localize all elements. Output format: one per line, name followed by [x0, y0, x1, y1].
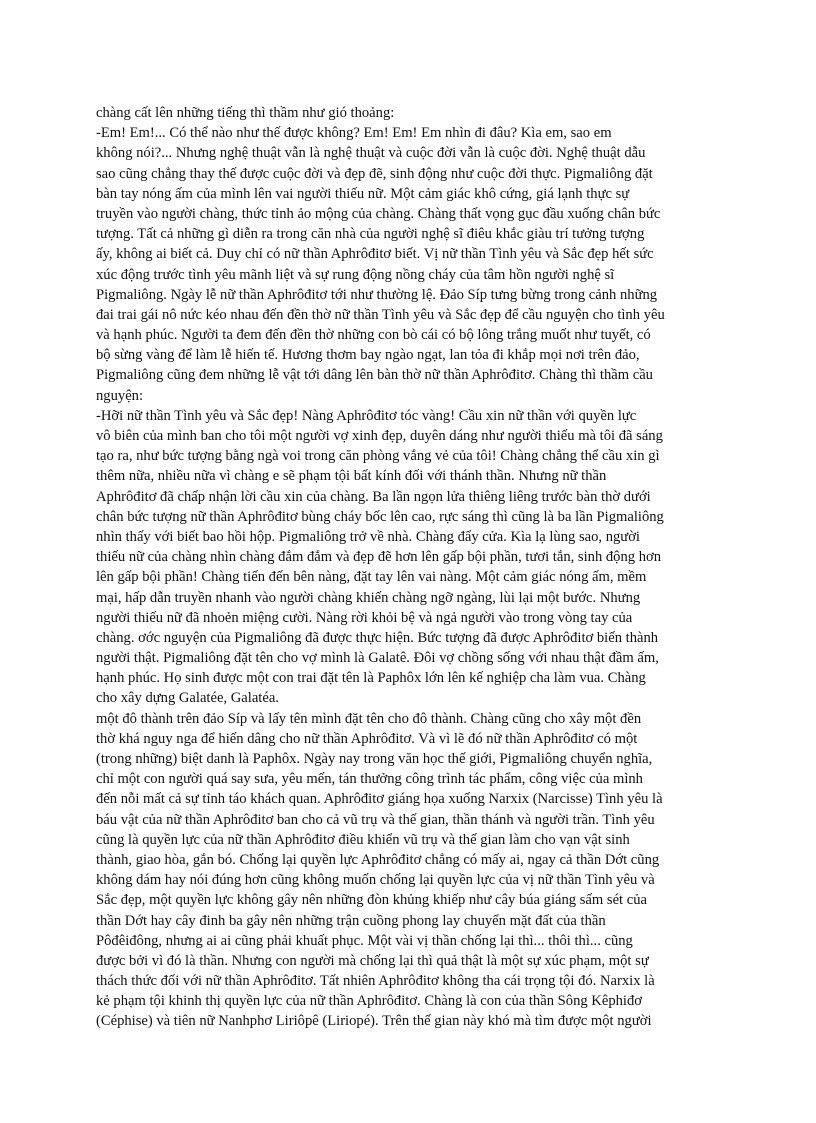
text-line: không dám hay nói đúng hơn cũng không muốn chống lại quyền lực của vị nữ thần Tình yêu và [96, 872, 655, 889]
text-line: kẻ phạm tội khinh thị quyền lực của nữ thần Aphrôđitơ. Chàng là con của thần Sông Kêphiđơ [96, 993, 642, 1010]
body-text [96, 103, 736, 1032]
text-line: Aphrôđitơ đã chấp nhận lời cầu xin của chàng. Ba lần ngọn lửa thiêng liêng trước bàn thờ dưới [96, 488, 651, 505]
text-line: được bởi vì đó là thần. Nhưng con người mà chống lại thì quả thật là một sự xúc phạm, một sự [96, 952, 649, 969]
text-line: thiếu nữ của chàng nhìn chàng đắm đắm và đẹp đẽ hơn lên gấp bội phần, tươi tắn, sinh động hơn [96, 549, 662, 566]
text-line: đến nỗi mất cả sự tỉnh táo khách quan. Aphrôđitơ giáng họa xuống Narxix (Narcisse) Tình yêu là [96, 791, 663, 808]
text-line: Sắc đẹp, một quyền lực không gây nên những đòn khủng khiếp như cây búa giáng sấm sét của [96, 892, 648, 909]
text-line: chàng cất lên những tiếng thì thầm như gió thoảng: [96, 105, 395, 121]
text-line: lên gấp bội phần! Chàng tiến đến bên nàng, đặt tay lên vai nàng. Một cảm giác nóng ấm, mềm [96, 569, 647, 586]
text-line: báu vật của nữ thần Aphrôđitơ ban cho cả vũ trụ và thế gian, thần thánh và người trần. Tình yêu [96, 811, 655, 828]
text-line: (trong những) biệt danh là Paphôx. Ngày nay trong văn học thế giới, Pigmaliông chuyển nghĩa, [96, 751, 653, 767]
text-line: Pigmaliông cũng đem những lễ vật tới dâng lên bàn thờ nữ thần Aphrôđitơ. Chàng thì thầm cầu [96, 367, 653, 384]
text-line: mại, hấp dẫn truyền nhanh vào người chàng khiến chàng ngỡ ngàng, lùi lại một bước. Nhưng [96, 589, 641, 606]
text-line: (Céphise) và tiên nữ Nanhphơ Liriôpê (Liriopé). Trên thế gian này khó mà tìm được một người [96, 1013, 652, 1030]
text-line: Pôđêiđông, nhưng ai ai cũng phải khuất phục. Một vài vị thần chống lại thì... thôi thì... cũng [96, 932, 633, 949]
text-line: thờ khá nguy nga để hiến dâng cho nữ thần Aphrôđitơ. Và vì lẽ đó nữ thần Aphrôđitơ có một [96, 730, 638, 747]
text-line: chân bức tượng nữ thần Aphrôđitơ bùng cháy bốc lên cao, rực sáng thì cũng là ba lần Pigmaliông [96, 508, 664, 525]
text-line: thành, giao hòa, gắn bó. Chống lại quyền lực Aphrôđitơ chẳng có mấy ai, ngay cả thần Dớt cũng [96, 851, 660, 868]
text-line: tạo ra, như bức tượng bằng ngà voi trong căn phòng vắng vẻ của tôi! Chàng chẳng thể cầu xin gì [96, 448, 660, 465]
text-line: chỉ một con người quá say sưa, yêu mến, tán thưởng công trình tác phẩm, công việc của mình [96, 771, 643, 788]
text-line: người thiếu nữ đã nhoẻn miệng cười. Nàng rời khỏi bệ và ngả người vào trong vòng tay của [96, 609, 633, 626]
text-line: và hạnh phúc. Người ta đem đến đền thờ những con bò cái có bộ lông trắng muốt như tuyết, có [96, 327, 651, 344]
text-line: xúc động trước tình yêu mãnh liệt và sự rung động nồng cháy của tâm hồn người nghệ sĩ [96, 266, 615, 283]
text-line: cho xây dựng Galatée, Galatéa. [96, 690, 279, 707]
text-line: bộ sừng vàng để làm lễ hiến tế. Hương thơm bay ngào ngạt, lan tỏa đi khắp mọi nơi trên đảo, [96, 347, 640, 364]
text-line: Pigmaliông. Ngày lễ nữ thần Aphrôđitơ tới như thường lệ. Đảo Síp tưng bừng trong cảnh những [96, 286, 658, 303]
text-line: thách thức đối với nữ thần Aphrôđitơ. Tất nhiên Aphrôđitơ không tha cái trọng tội đó. Narxix là [96, 973, 655, 990]
text-line: người thật. Pigmaliông đặt tên cho vợ mình là Galatê. Đôi vợ chồng sống với nhau thật đầm ấm, [96, 650, 659, 667]
text-line: -Hỡi nữ thần Tình yêu và Sắc đẹp! Nàng Aphrôđitơ tóc vàng! Cầu xin nữ thần với quyền lực [96, 407, 637, 424]
text-line: ấy, không ai biết cả. Duy chỉ có nữ thần Aphrôđitơ biết. Vị nữ thần Tình yêu và Sắc đẹp hết sức [96, 246, 654, 263]
text-line: bàn tay nóng ấm của mình lên vai người thiếu nữ. Một cảm giác khô cứng, giá lạnh thực sự [96, 185, 630, 202]
text-line: không nói?... Nhưng nghệ thuật vẫn là nghệ thuật và cuộc đời vẫn là cuộc đời. Nghệ thuật dẫu [96, 145, 646, 162]
text-line: tượng. Tất cả những gì diễn ra trong căn nhà của người nghệ sĩ điêu khắc giàu trí tưởng tượng [96, 226, 645, 243]
text-line: truyền vào người chàng, thức tỉnh ảo mộng của chàng. Chàng thất vọng gục đầu xuống chân bức [96, 205, 661, 222]
text-line: vô biên của mình ban cho tôi một người vợ xinh đẹp, duyên dáng như người thiếu mà tôi đã sáng [96, 428, 663, 444]
text-line: hạnh phúc. Họ sinh được một con trai đặt tên là Paphôx lớn lên kế nghiệp cha làm vua. Chàng [96, 670, 646, 687]
text-line: thêm nữa, nhiều nữa vì chàng e sẽ phạm tội bất kính đối với thánh thần. Nhưng nữ thần [96, 468, 607, 485]
text-line: -Em! Em!... Có thể nào như thế được không? Em! Em! Em nhìn đi đâu? Kìa em, sao em [96, 125, 612, 142]
text-line: nhìn thấy với biết bao hồi hộp. Pigmaliông trở về nhà. Chàng đẩy cửa. Kìa lạ lùng sao, người [96, 528, 640, 545]
text-line: chàng. ơớc nguyện của Pigmaliông đã được thực hiện. Bức tượng đã được Aphrôđitơ biến thành [96, 629, 659, 646]
text-line: một đô thành trên đảo Síp và lấy tên mình đặt tên cho đô thành. Chàng cũng cho xây một đền [96, 710, 642, 727]
text-line: nguyện: [96, 387, 144, 404]
text-line: đai trai gái nô nức kéo nhau đến đền thờ nữ thần Tình yêu và Sắc đẹp để cầu nguyện cho tình yêu [96, 306, 665, 323]
text-line: sao cũng chẳng thay thế được cuộc đời và đẹp đẽ, sinh động như cuộc đời thực. Pigmaliông đặt [96, 165, 653, 182]
text-line: cũng là quyền lực của nữ thần Aphrôđitơ điều khiển vũ trụ và thế gian làm cho vạn vật sinh [96, 831, 630, 848]
text-line: thần Dớt hay cây đinh ba gây nên những trận cuồng phong lay chuyển mặt đất của thần [96, 912, 606, 929]
